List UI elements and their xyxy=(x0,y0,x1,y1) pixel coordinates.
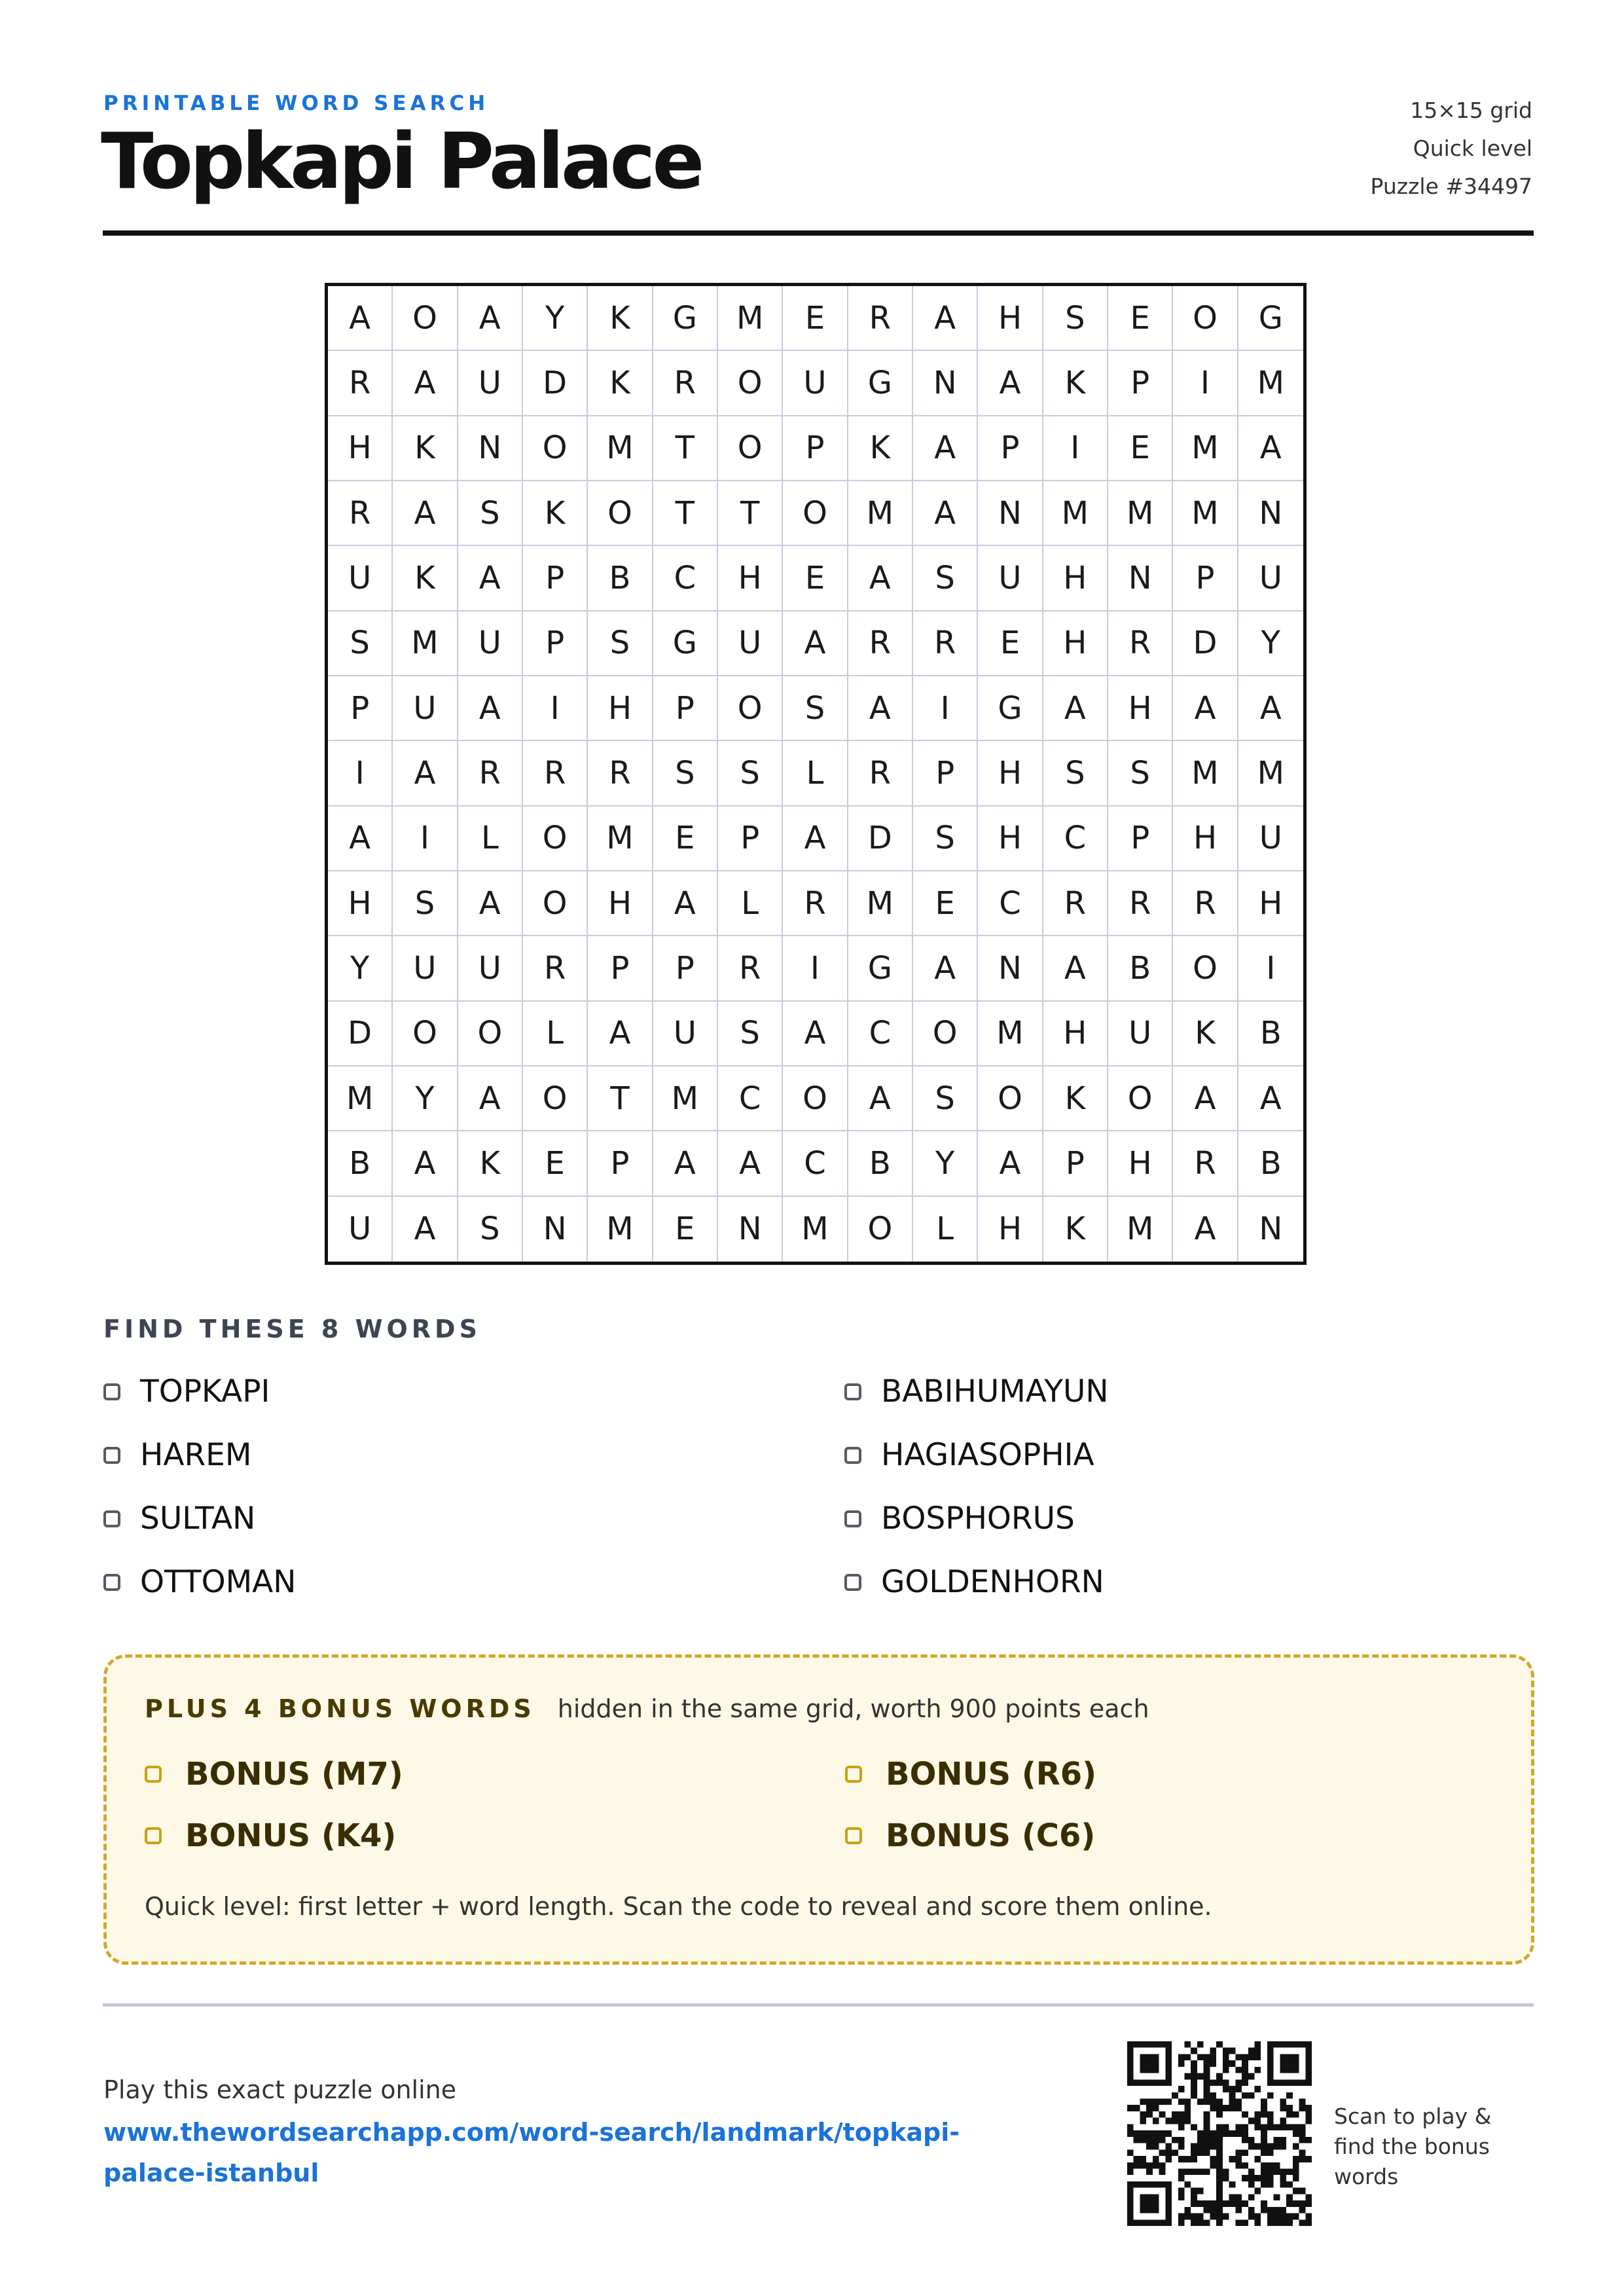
grid-cell[interactable]: U xyxy=(393,936,458,1001)
grid-cell[interactable]: S xyxy=(718,741,783,806)
grid-cell[interactable]: R xyxy=(1043,871,1108,936)
word-item[interactable] xyxy=(103,1437,251,1473)
grid-cell[interactable]: I xyxy=(393,807,458,871)
grid-cell[interactable]: T xyxy=(588,1066,653,1131)
grid-cell[interactable]: M xyxy=(653,1066,718,1131)
grid-cell[interactable]: R xyxy=(1108,611,1173,676)
word-item[interactable] xyxy=(844,1374,1109,1410)
grid-cell[interactable]: R xyxy=(848,611,913,676)
grid-cell[interactable]: H xyxy=(588,871,653,936)
grid-cell[interactable]: R xyxy=(1108,871,1173,936)
grid-cell[interactable]: M xyxy=(848,481,913,546)
grid-cell[interactable]: P xyxy=(783,416,848,481)
grid-cell[interactable]: C xyxy=(1043,807,1108,871)
grid-cell[interactable]: N xyxy=(978,936,1043,1001)
grid-cell[interactable]: O xyxy=(588,481,653,546)
word-label: BABIHUMAYUN xyxy=(881,1374,1109,1410)
grid-cell[interactable]: H xyxy=(1108,676,1173,741)
grid-cell[interactable]: M xyxy=(978,1002,1043,1066)
grid-cell[interactable]: B xyxy=(588,546,653,611)
word-item[interactable] xyxy=(103,1501,255,1537)
grid-cell[interactable]: A xyxy=(1173,1066,1238,1131)
grid-cell[interactable]: O xyxy=(718,676,783,741)
grid-cell[interactable]: O xyxy=(1173,936,1238,1001)
word-label: HAGIASOPHIA xyxy=(881,1437,1094,1473)
grid-cell[interactable]: O xyxy=(458,1002,523,1066)
grid-cell[interactable]: O xyxy=(393,286,458,351)
word-label: BOSPHORUS xyxy=(881,1501,1075,1537)
puzzle-number-label: Puzzle #34497 xyxy=(1370,173,1532,199)
grid-cell[interactable]: P xyxy=(328,676,393,741)
grid-cell[interactable]: A xyxy=(458,1066,523,1131)
grid-cell[interactable]: K xyxy=(523,481,588,546)
grid-cell[interactable]: I xyxy=(523,676,588,741)
word-item[interactable] xyxy=(103,1564,296,1600)
grid-cell[interactable]: U xyxy=(328,546,393,611)
grid-cell[interactable]: E xyxy=(913,871,978,936)
grid-cell[interactable]: A xyxy=(1043,676,1108,741)
grid-cell[interactable]: P xyxy=(588,936,653,1001)
grid-cell[interactable]: D xyxy=(1173,611,1238,676)
grid-cell[interactable]: M xyxy=(1238,351,1303,416)
grid-cell[interactable]: U xyxy=(718,611,783,676)
grid-cell[interactable]: A xyxy=(913,416,978,481)
grid-cell[interactable]: E xyxy=(783,546,848,611)
grid-cell[interactable]: K xyxy=(1043,1197,1108,1262)
grid-cell[interactable]: A xyxy=(1238,1066,1303,1131)
grid-cell[interactable]: I xyxy=(783,936,848,1001)
grid-cell[interactable]: M xyxy=(783,1197,848,1262)
word-label: HAREM xyxy=(140,1437,252,1473)
grid-cell[interactable]: O xyxy=(523,416,588,481)
checkbox-icon[interactable] xyxy=(103,1574,120,1591)
grid-cell[interactable]: R xyxy=(458,741,523,806)
grid-cell[interactable]: K xyxy=(1043,1066,1108,1131)
grid-cell[interactable]: A xyxy=(1238,676,1303,741)
letter-grid[interactable] xyxy=(325,283,1307,1265)
grid-cell[interactable]: G xyxy=(1238,286,1303,351)
grid-cell[interactable]: Y xyxy=(523,286,588,351)
grid-cell[interactable]: D xyxy=(848,807,913,871)
grid-cell[interactable]: U xyxy=(1238,546,1303,611)
grid-cell[interactable]: U xyxy=(458,351,523,416)
grid-cell[interactable]: E xyxy=(653,807,718,871)
grid-cell[interactable]: O xyxy=(1173,286,1238,351)
grid-cell[interactable]: U xyxy=(653,1002,718,1066)
grid-cell[interactable]: O xyxy=(783,481,848,546)
bonus-item[interactable] xyxy=(845,1756,1096,1793)
grid-cell[interactable]: I xyxy=(913,676,978,741)
checkbox-icon[interactable] xyxy=(844,1510,861,1527)
header-divider xyxy=(103,230,1534,236)
grid-cell[interactable]: S xyxy=(718,1002,783,1066)
grid-cell[interactable]: A xyxy=(653,1131,718,1196)
grid-cell[interactable]: I xyxy=(1173,351,1238,416)
grid-cell[interactable]: M xyxy=(1108,1197,1173,1262)
grid-cell[interactable]: R xyxy=(588,741,653,806)
grid-cell[interactable]: Y xyxy=(393,1066,458,1131)
bonus-item[interactable] xyxy=(145,1817,396,1854)
grid-cell[interactable]: R xyxy=(1173,1131,1238,1196)
grid-cell[interactable]: O xyxy=(523,807,588,871)
grid-cell[interactable]: M xyxy=(588,807,653,871)
grid-cell[interactable]: A xyxy=(1173,1197,1238,1262)
grid-cell[interactable]: L xyxy=(913,1197,978,1262)
grid-cell[interactable]: A xyxy=(1238,416,1303,481)
bonus-panel xyxy=(103,1654,1534,1965)
grid-cell[interactable]: I xyxy=(328,741,393,806)
grid-cell[interactable]: A xyxy=(913,481,978,546)
grid-cell[interactable]: Y xyxy=(328,936,393,1001)
grid-cell[interactable]: H xyxy=(1043,1002,1108,1066)
grid-cell[interactable]: A xyxy=(978,1131,1043,1196)
grid-cell[interactable]: S xyxy=(588,611,653,676)
grid-cell[interactable]: I xyxy=(1043,416,1108,481)
grid-cell[interactable]: M xyxy=(1238,741,1303,806)
checkbox-icon[interactable] xyxy=(145,1766,162,1783)
grid-size-label: 15×15 grid xyxy=(1410,98,1532,123)
find-words-heading: FIND THESE 8 WORDS xyxy=(103,1315,481,1343)
grid-cell[interactable]: G xyxy=(848,351,913,416)
grid-cell[interactable]: L xyxy=(718,871,783,936)
grid-cell[interactable]: A xyxy=(783,807,848,871)
bonus-label: BONUS (K4) xyxy=(185,1817,397,1854)
grid-cell[interactable]: H xyxy=(1108,1131,1173,1196)
grid-cell[interactable]: M xyxy=(1173,481,1238,546)
grid-cell[interactable]: A xyxy=(1173,676,1238,741)
grid-cell[interactable]: Y xyxy=(1238,611,1303,676)
grid-cell[interactable]: K xyxy=(393,416,458,481)
grid-cell[interactable]: U xyxy=(328,1197,393,1262)
grid-cell[interactable]: R xyxy=(653,351,718,416)
grid-cell[interactable]: R xyxy=(328,351,393,416)
grid-cell[interactable]: R xyxy=(523,936,588,1001)
grid-cell[interactable]: K xyxy=(1173,1002,1238,1066)
grid-cell[interactable]: U xyxy=(458,611,523,676)
word-label: OTTOMAN xyxy=(140,1564,297,1600)
grid-cell[interactable]: U xyxy=(978,546,1043,611)
word-item[interactable] xyxy=(844,1501,1075,1537)
grid-cell[interactable]: B xyxy=(1238,1002,1303,1066)
checkbox-icon[interactable] xyxy=(103,1447,120,1464)
grid-cell[interactable]: O xyxy=(848,1197,913,1262)
word-item[interactable] xyxy=(844,1437,1094,1473)
grid-cell[interactable]: H xyxy=(718,546,783,611)
grid-cell[interactable]: A xyxy=(328,286,393,351)
grid-cell[interactable]: T xyxy=(653,416,718,481)
grid-cell[interactable]: U xyxy=(783,351,848,416)
grid-cell[interactable]: E xyxy=(1108,286,1173,351)
grid-cell[interactable]: I xyxy=(1238,936,1303,1001)
grid-cell[interactable]: O xyxy=(393,1002,458,1066)
word-label: GOLDENHORN xyxy=(881,1564,1104,1600)
grid-cell[interactable]: H xyxy=(978,1197,1043,1262)
grid-cell[interactable]: G xyxy=(848,936,913,1001)
grid-cell[interactable]: C xyxy=(718,1066,783,1131)
bonus-label: BONUS (M7) xyxy=(185,1756,403,1793)
bonus-item[interactable] xyxy=(145,1756,403,1793)
grid-cell[interactable]: S xyxy=(458,1197,523,1262)
grid-cell[interactable]: C xyxy=(783,1131,848,1196)
grid-cell[interactable]: E xyxy=(783,286,848,351)
grid-cell[interactable]: A xyxy=(783,611,848,676)
grid-cell[interactable]: O xyxy=(523,871,588,936)
grid-cell[interactable]: A xyxy=(653,871,718,936)
grid-cell[interactable]: H xyxy=(1043,611,1108,676)
grid-cell[interactable]: P xyxy=(1173,546,1238,611)
grid-cell[interactable]: S xyxy=(1108,741,1173,806)
level-label: Quick level xyxy=(1413,136,1532,161)
bonus-title: PLUS 4 BONUS WORDS xyxy=(145,1694,535,1723)
bonus-label: BONUS (C6) xyxy=(886,1817,1096,1854)
grid-cell[interactable]: N xyxy=(458,416,523,481)
grid-cell[interactable]: G xyxy=(653,286,718,351)
word-item[interactable] xyxy=(844,1564,1104,1600)
grid-cell[interactable]: C xyxy=(653,546,718,611)
grid-cell[interactable]: T xyxy=(653,481,718,546)
grid-cell[interactable]: K xyxy=(848,416,913,481)
grid-cell[interactable]: R xyxy=(783,871,848,936)
grid-cell[interactable]: H xyxy=(328,871,393,936)
checkbox-icon[interactable] xyxy=(844,1383,861,1400)
bonus-item[interactable] xyxy=(845,1817,1095,1854)
grid-cell[interactable]: S xyxy=(913,546,978,611)
puzzle-url-link[interactable]: www.thewordsearchapp.com/word-search/landmark/topkapi-palace-istanbul xyxy=(103,2118,960,2187)
grid-cell[interactable]: D xyxy=(523,351,588,416)
grid-cell[interactable]: P xyxy=(588,1131,653,1196)
grid-cell[interactable]: A xyxy=(718,1131,783,1196)
bonus-label: BONUS (R6) xyxy=(886,1756,1097,1793)
grid-cell[interactable]: K xyxy=(458,1131,523,1196)
grid-cell[interactable]: S xyxy=(653,741,718,806)
grid-cell[interactable]: O xyxy=(718,416,783,481)
grid-cell[interactable]: T xyxy=(718,481,783,546)
grid-cell[interactable]: E xyxy=(653,1197,718,1262)
grid-cell[interactable]: P xyxy=(1043,1131,1108,1196)
grid-cell[interactable]: L xyxy=(523,1002,588,1066)
grid-cell[interactable]: H xyxy=(978,741,1043,806)
grid-cell[interactable]: U xyxy=(1238,807,1303,871)
grid-cell[interactable]: B xyxy=(328,1131,393,1196)
grid-cell[interactable]: N xyxy=(718,1197,783,1262)
checkbox-icon[interactable] xyxy=(103,1383,120,1400)
puzzle-meta xyxy=(1371,92,1532,206)
grid-cell[interactable]: H xyxy=(978,807,1043,871)
checkbox-icon[interactable] xyxy=(844,1447,861,1464)
grid-cell[interactable]: O xyxy=(783,1066,848,1131)
checkbox-icon[interactable] xyxy=(103,1510,120,1527)
grid-cell[interactable]: K xyxy=(1043,351,1108,416)
grid-cell[interactable]: A xyxy=(848,1066,913,1131)
grid-cell[interactable]: A xyxy=(393,481,458,546)
grid-cell[interactable]: P xyxy=(523,546,588,611)
footer-divider xyxy=(103,2003,1534,2007)
grid-cell[interactable]: E xyxy=(1108,416,1173,481)
grid-cell[interactable]: A xyxy=(458,871,523,936)
grid-cell[interactable]: K xyxy=(588,286,653,351)
grid-cell[interactable]: P xyxy=(978,416,1043,481)
grid-cell[interactable]: B xyxy=(1108,936,1173,1001)
grid-cell[interactable]: P xyxy=(653,676,718,741)
grid-cell[interactable]: B xyxy=(848,1131,913,1196)
grid-cell[interactable]: C xyxy=(848,1002,913,1066)
grid-cell[interactable]: S xyxy=(783,676,848,741)
grid-cell[interactable]: S xyxy=(328,611,393,676)
grid-cell[interactable]: R xyxy=(523,741,588,806)
grid-cell[interactable]: G xyxy=(978,676,1043,741)
grid-cell[interactable]: S xyxy=(393,871,458,936)
grid-cell[interactable]: H xyxy=(1043,546,1108,611)
grid-cell[interactable]: S xyxy=(458,481,523,546)
grid-cell[interactable]: U xyxy=(1108,1002,1173,1066)
checkbox-icon[interactable] xyxy=(844,1574,861,1591)
grid-cell[interactable]: A xyxy=(328,807,393,871)
grid-cell[interactable]: M xyxy=(328,1066,393,1131)
grid-cell[interactable]: M xyxy=(1173,741,1238,806)
word-item[interactable] xyxy=(103,1374,270,1410)
grid-cell[interactable]: A xyxy=(458,676,523,741)
grid-cell[interactable]: B xyxy=(1238,1131,1303,1196)
grid-cell[interactable]: A xyxy=(783,1002,848,1066)
grid-cell[interactable]: L xyxy=(458,807,523,871)
grid-cell[interactable]: A xyxy=(588,1002,653,1066)
scan-instructions: Scan to play & find the bonus words xyxy=(1334,2104,1492,2189)
grid-cell[interactable]: M xyxy=(848,871,913,936)
grid-cell[interactable]: A xyxy=(393,351,458,416)
grid-cell[interactable]: M xyxy=(1108,481,1173,546)
grid-cell[interactable]: N xyxy=(523,1197,588,1262)
grid-cell[interactable]: P xyxy=(1108,807,1173,871)
word-label: TOPKAPI xyxy=(140,1374,270,1410)
grid-cell[interactable]: A xyxy=(978,351,1043,416)
grid-cell[interactable]: E xyxy=(978,611,1043,676)
bonus-header xyxy=(145,1694,1149,1723)
grid-cell[interactable]: A xyxy=(1043,936,1108,1001)
grid-cell[interactable]: M xyxy=(588,1197,653,1262)
grid-cell[interactable]: S xyxy=(913,807,978,871)
grid-cell[interactable]: N xyxy=(1259,1211,1283,1248)
grid-cell[interactable]: R xyxy=(718,936,783,1001)
grid-cell[interactable]: S xyxy=(913,1066,978,1131)
checkbox-icon[interactable] xyxy=(145,1827,162,1844)
grid-cell[interactable]: R xyxy=(1173,871,1238,936)
grid-cell[interactable]: H xyxy=(1238,871,1303,936)
grid-cell[interactable]: S xyxy=(1043,286,1108,351)
grid-cell[interactable]: R xyxy=(848,286,913,351)
grid-cell[interactable]: N xyxy=(1108,546,1173,611)
grid-cell[interactable]: M xyxy=(393,611,458,676)
bonus-note: Quick level: first letter + word length. Scan the code to reveal and score them online. xyxy=(145,1892,1212,1921)
grid-cell[interactable]: R xyxy=(848,741,913,806)
grid-cell[interactable]: A xyxy=(913,286,978,351)
grid-cell[interactable]: N xyxy=(978,481,1043,546)
grid-cell[interactable]: M xyxy=(1043,481,1108,546)
grid-cell[interactable]: H xyxy=(978,286,1043,351)
grid-cell[interactable]: P xyxy=(718,807,783,871)
grid-cell[interactable]: O xyxy=(1108,1066,1173,1131)
grid-cell[interactable]: Y xyxy=(913,1131,978,1196)
checkbox-icon[interactable] xyxy=(845,1827,862,1844)
grid-cell[interactable]: A xyxy=(393,1131,458,1196)
grid-cell[interactable]: P xyxy=(653,936,718,1001)
grid-cell[interactable]: R xyxy=(913,611,978,676)
grid-cell[interactable]: A xyxy=(393,1197,458,1262)
play-online-label: Play this exact puzzle online xyxy=(103,2075,457,2104)
grid-cell[interactable]: P xyxy=(523,611,588,676)
grid-cell[interactable]: O xyxy=(978,1066,1043,1131)
grid-cell[interactable]: M xyxy=(718,286,783,351)
grid-cell[interactable]: G xyxy=(653,611,718,676)
bonus-subtitle: hidden in the same grid, worth 900 points each xyxy=(557,1694,1149,1723)
grid-cell[interactable]: N xyxy=(913,351,978,416)
checkbox-icon[interactable] xyxy=(845,1766,862,1783)
qr-code-icon[interactable] xyxy=(1127,2041,1312,2226)
grid-cell[interactable]: A xyxy=(393,741,458,806)
grid-cell[interactable]: R xyxy=(328,481,393,546)
page-kicker: PRINTABLE WORD SEARCH xyxy=(103,92,490,115)
grid-cell[interactable]: O xyxy=(718,351,783,416)
grid-cell[interactable]: P xyxy=(913,741,978,806)
grid-cell[interactable]: S xyxy=(1043,741,1108,806)
grid-cell[interactable]: L xyxy=(783,741,848,806)
grid-cell[interactable]: A xyxy=(848,546,913,611)
grid-cell[interactable]: M xyxy=(588,416,653,481)
grid-cell[interactable]: A xyxy=(458,286,523,351)
grid-cell[interactable]: N xyxy=(1238,481,1303,546)
grid-cell[interactable]: C xyxy=(978,871,1043,936)
page-title: Topkapi Palace xyxy=(101,116,702,206)
grid-cell[interactable]: P xyxy=(1108,351,1173,416)
grid-cell[interactable]: M xyxy=(1173,416,1238,481)
grid-cell[interactable]: O xyxy=(523,1066,588,1131)
grid-cell[interactable]: H xyxy=(1173,807,1238,871)
grid-cell[interactable]: E xyxy=(523,1131,588,1196)
grid-cell[interactable]: K xyxy=(393,546,458,611)
grid-cell[interactable]: O xyxy=(913,1002,978,1066)
word-label: SULTAN xyxy=(140,1501,256,1537)
grid-cell[interactable]: K xyxy=(588,351,653,416)
grid-cell[interactable]: A xyxy=(913,936,978,1001)
grid-cell[interactable]: D xyxy=(328,1002,393,1066)
grid-cell[interactable]: A xyxy=(458,546,523,611)
grid-cell[interactable]: H xyxy=(588,676,653,741)
grid-cell[interactable]: U xyxy=(458,936,523,1001)
grid-cell[interactable]: U xyxy=(393,676,458,741)
grid-cell[interactable]: H xyxy=(328,416,393,481)
grid-cell[interactable]: A xyxy=(848,676,913,741)
